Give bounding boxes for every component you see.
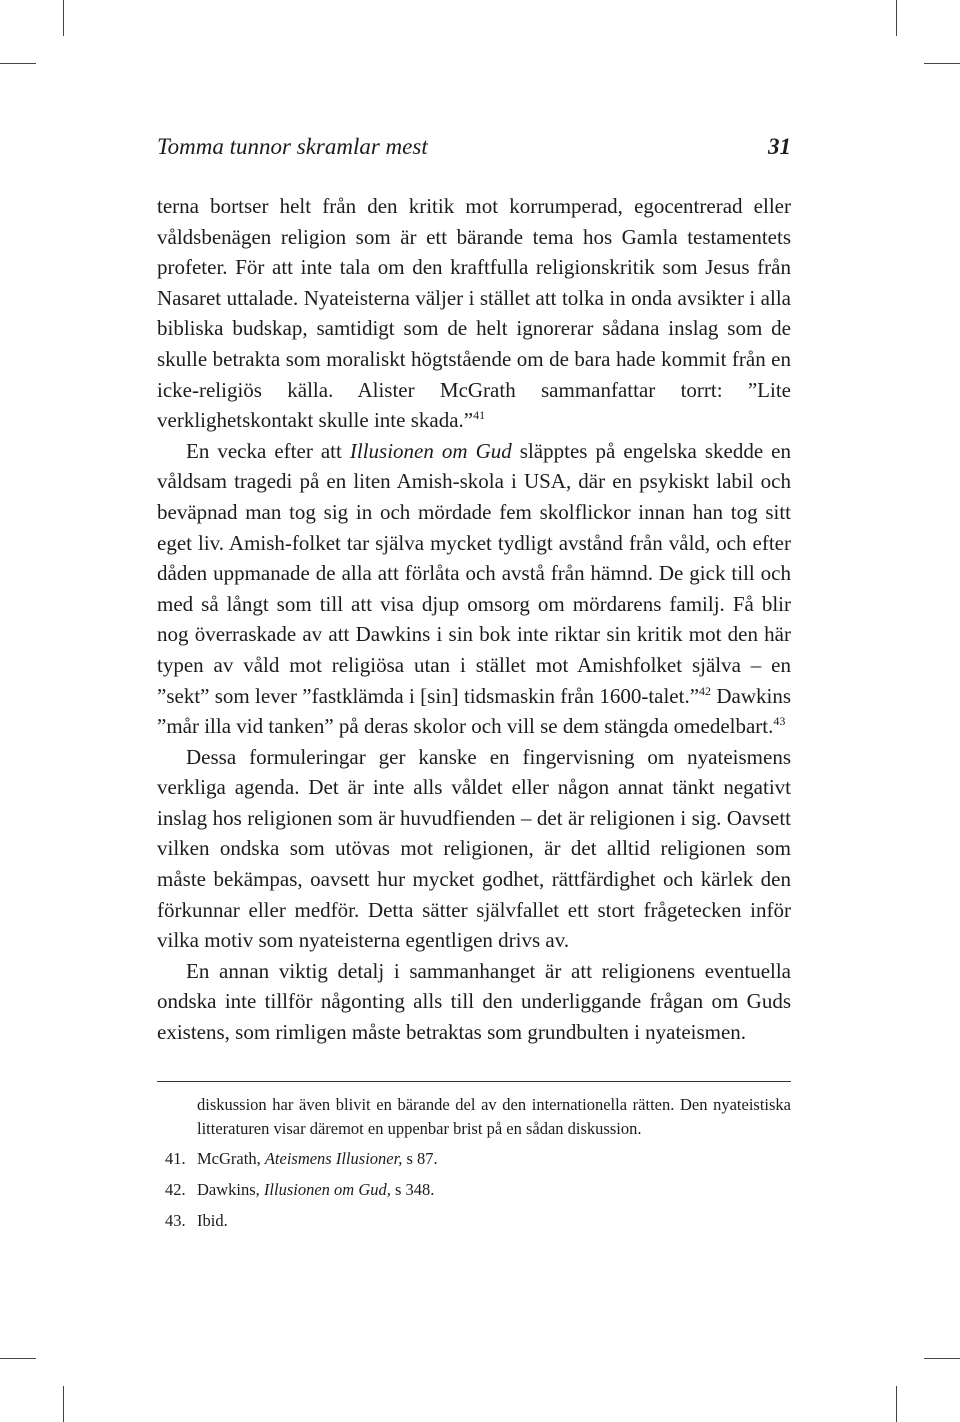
body-text xyxy=(157,191,791,1048)
footnote xyxy=(157,1209,791,1233)
footnote-pages: s 348. xyxy=(390,1180,435,1200)
footnote-reference: 43 xyxy=(773,714,786,729)
paragraph-text: En vecka efter att xyxy=(186,438,350,463)
crop-mark-top-right xyxy=(896,0,897,36)
page-number: 31 xyxy=(768,134,791,159)
book-title: Illusionen om Gud xyxy=(349,438,512,463)
footnotes xyxy=(157,1093,791,1240)
crop-mark-bottom-right xyxy=(924,1358,960,1359)
crop-mark-top-left xyxy=(0,63,36,64)
paragraph-text: släpptes på engelska skedde en våldsam tragedi på en liten Amish-skola i USA, där en psykiskt labil och beväpnad man tog sig in och mördade fem skolflickor innan han tog sitt eget liv. Amish-folket tar själva mycket tydligt avstånd från våld, och efter dåden uppmanade de alla att förlåta och avstå från hämnd. De gick till och med så långt som till att visa djup omsorg om mördarens familj. Få blir nog överraskade av att Dawkins i sin bok inte riktar sin kritik mot den här typen av våld mot religiösa utan i stället mot Amishfolket själva – en ”sekt” som lever ”fastklämda i [sin] tidsmaskin från 1600-talet.” xyxy=(157,438,791,708)
footnote-number: 43. xyxy=(165,1210,186,1230)
paragraph-text: terna bortser helt från den kritik mot korrumperad, egocentrerad eller våldsbenägen religion som är ett bärande tema hos Gamla testamentets profeter. För att inte tala om den kraftfulla religionskritik som Jesus från Nasaret uttalade. Nyateisterna väljer i stället att tolka in onda avsikter i alla bibliska budskap, samtidigt som de helt ignorerar sådana inslag som de skulle betrakta som moraliskt högtstående om de bara hade kommit från en icke-religiös källa. Alister McGrath sammanfattar torrt: ”Lite verklighetskontakt skulle inte skada.” xyxy=(157,194,791,433)
paragraph-text: Dessa formuleringar ger kanske en fingervisning om nyateismens verkliga agenda. Det är inte alls våldet eller någon annat tänkt negativt inslag hos religionen som är huvudfienden – det är religionen i sig. Oavsett vilken ondska som utövas mot religionen, är det alltid religionen som måste bekämpas, oavsett hur mycket godhet, rättfärdighet och kärlek den förkunnar eller medför. Detta sätter självfallet ett stort frågetecken inför vilka motiv som nyateisterna egentligen drivs av. xyxy=(157,744,791,953)
footnote-continuation: diskussion har även blivit en bärande del av den internationella rätten. Den nyateistiska litteraturen visar däremot en uppenbar brist på en sådan diskussion. xyxy=(197,1095,791,1139)
paragraph-text: En annan viktig detalj i sammanhanget är att religionens eventuella ondska inte tillför någonting alls till den underliggande frågan om Guds existens, som rimligen måste betraktas som grundbulten i nyateismen. xyxy=(157,958,791,1045)
crop-mark-top-right xyxy=(924,63,960,64)
running-title: Tomma tunnor skramlar mest xyxy=(157,134,428,159)
crop-mark-bottom-left xyxy=(0,1358,36,1359)
paragraph xyxy=(157,956,791,1048)
footnote-reference: 42 xyxy=(699,683,712,698)
footnote xyxy=(157,1178,791,1202)
crop-mark-top-left xyxy=(63,0,64,36)
footnote-number: 41. xyxy=(165,1149,186,1169)
footnote-author: Ibid. xyxy=(197,1210,228,1230)
footnote xyxy=(157,1147,791,1171)
footnote-work: Illusionen om Gud, xyxy=(263,1180,391,1200)
footnote-author: Dawkins, xyxy=(197,1180,264,1200)
paragraph xyxy=(157,436,791,742)
footnote-number: 42. xyxy=(165,1180,186,1200)
crop-mark-bottom-left xyxy=(63,1386,64,1422)
crop-mark-bottom-right xyxy=(896,1386,897,1422)
footnote-work: Ateismens Illusioner, xyxy=(264,1149,403,1169)
footnote-author: McGrath, xyxy=(197,1149,265,1169)
footnote-separator xyxy=(157,1081,791,1082)
paragraph xyxy=(157,191,791,436)
paragraph xyxy=(157,742,791,956)
footnote-pages: s 87. xyxy=(402,1149,438,1169)
paragraph-text: Dawkins ”mår illa vid tanken” på deras skolor och vill se dem stängda omedelbart. xyxy=(157,683,791,739)
footnote-reference: 41 xyxy=(473,408,486,423)
